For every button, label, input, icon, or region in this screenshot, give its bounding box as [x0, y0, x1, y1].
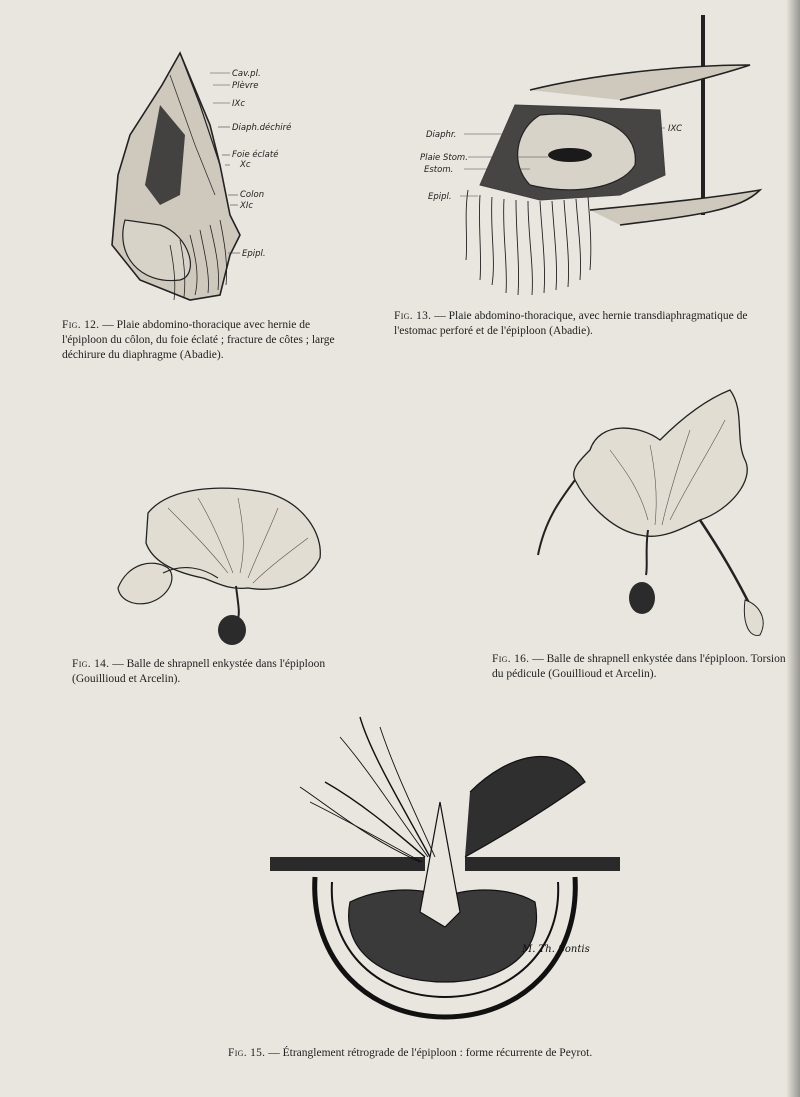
fig15-signature: M. Th. Sontis [522, 944, 590, 955]
fig13-label-diaphr: Diaphr. [426, 130, 457, 140]
fig12-label-cav-pl: Cav.pl. [232, 69, 261, 79]
fig14-caption [72, 657, 372, 687]
fig12-label-plevre: Plèvre [232, 81, 259, 91]
fig16-caption [492, 652, 792, 682]
fig13-caption-text: — Plaie abdomino-thoracique, avec hernie transdiaphragmatique de l'estomac perforé et de l'épiploon (Abadie). [394, 310, 748, 337]
fig13-label-ixc: IXC [668, 124, 683, 134]
fig14-number: Fig. 14. [72, 658, 110, 670]
fig16-number: Fig. 16. [492, 653, 530, 665]
fig13-illustration [420, 15, 765, 300]
fig16-caption-text: — Balle de shrapnell enkystée dans l'épiploon. Torsion du pédicule (Gouillioud et Arcelin). [492, 653, 786, 680]
fig15-illustration [270, 712, 620, 1032]
fig12-label-foie: Foie éclaté [232, 150, 279, 160]
fig12-label-ixc: IXc [232, 99, 246, 109]
fig13-caption [394, 309, 792, 339]
fig12-number: Fig. 12. [62, 319, 100, 331]
fig15-caption-text: — Étranglement rétrograde de l'épiploon : forme récurrente de Peyrot. [268, 1047, 593, 1059]
page-binding-shadow [786, 0, 800, 1097]
fig14-caption-text: — Balle de shrapnell enkystée dans l'épiploon (Gouillioud et Arcelin). [72, 658, 326, 685]
fig12-label-xc: Xc [240, 160, 251, 170]
fig12-caption [62, 318, 340, 363]
fig13-label-epipl: Epipl. [428, 192, 452, 202]
fig12-label-epipl: Epipl. [242, 249, 266, 259]
fig15-number: Fig. 15. [228, 1047, 266, 1059]
fig14-illustration [108, 478, 328, 653]
fig13-label-plaie-stom: Plaie Stom. [420, 153, 468, 163]
fig13-number: Fig. 13. [394, 310, 432, 322]
fig12-caption-text: — Plaie abdomino-thoracique avec hernie de l'épiploon du côlon, du foie éclaté ; fracture de côtes ; large déchirure du diaphragme (Abadie). [62, 319, 335, 361]
fig16-illustration [530, 380, 770, 640]
fig12-label-diaph: Diaph.déchiré [232, 123, 292, 133]
fig13-label-estom: Estom. [424, 165, 454, 175]
fig12-label-colon: Colon [240, 190, 265, 200]
fig15-caption [228, 1046, 708, 1061]
fig12-illustration [100, 45, 315, 305]
fig12-label-xic: XIc [240, 201, 254, 211]
